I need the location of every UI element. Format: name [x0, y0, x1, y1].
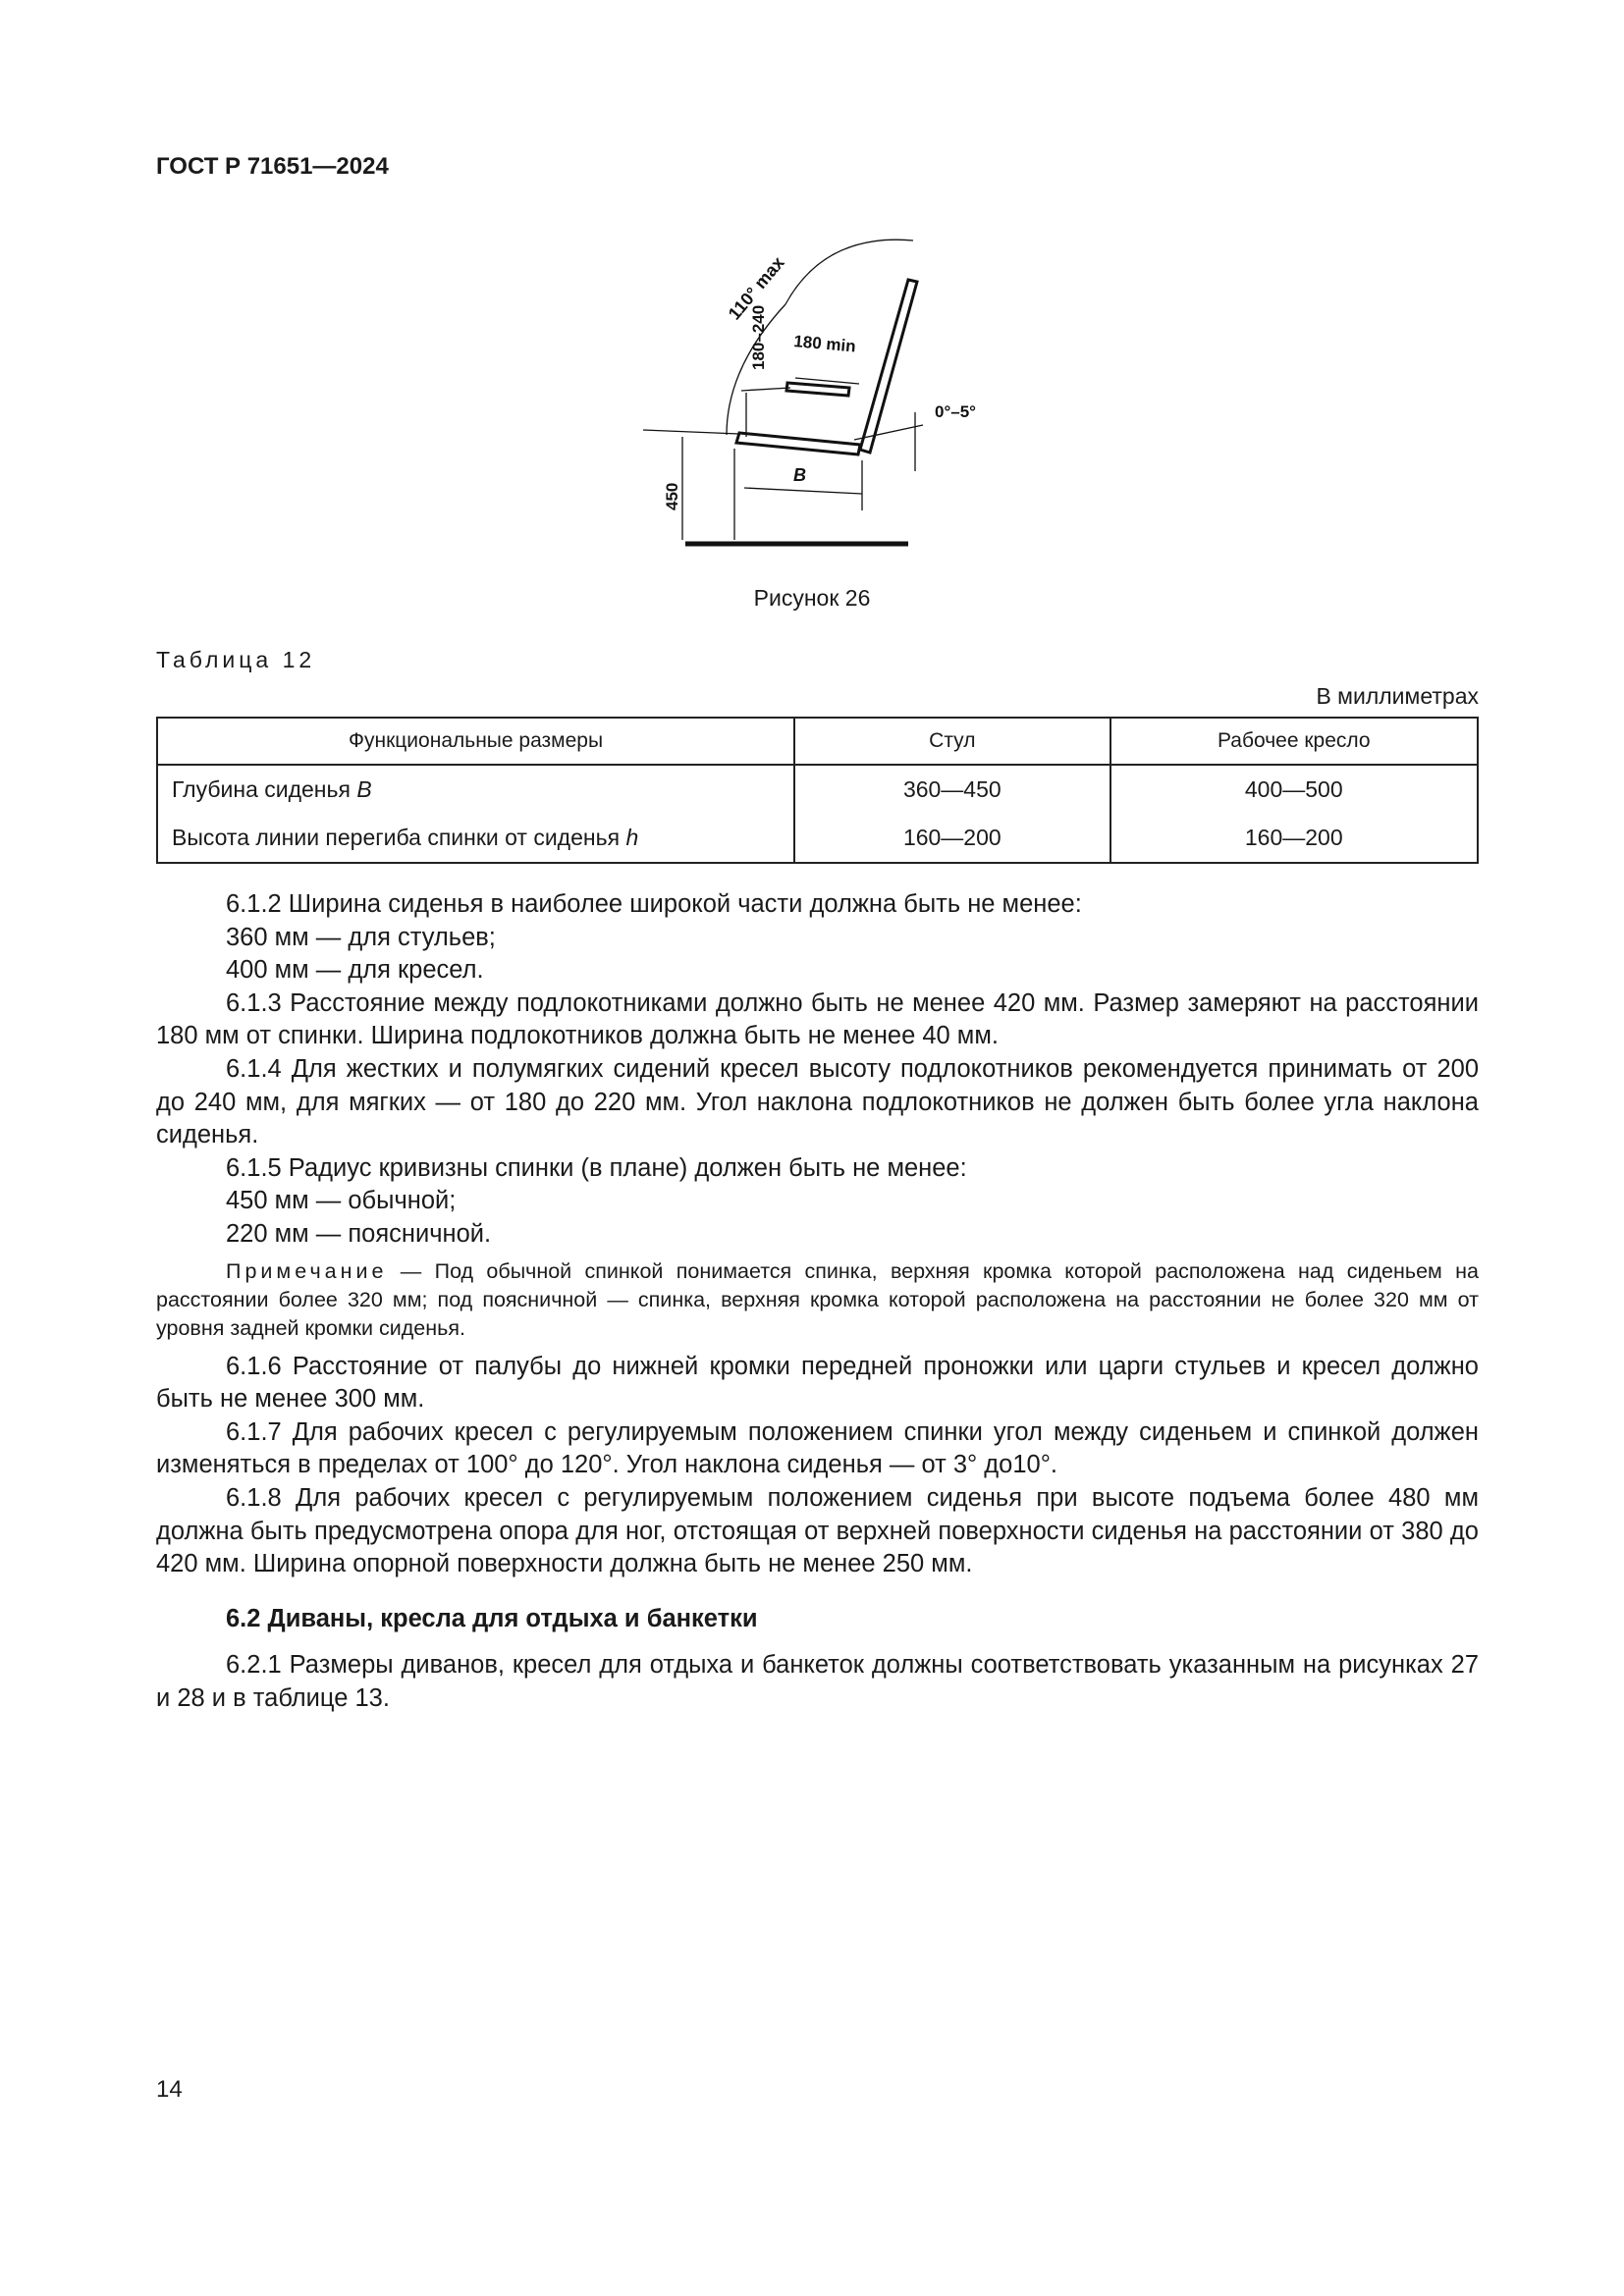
paragraph-6-1-7: 6.1.7 Для рабочих кресел с регулируемым положением спинки угол между сиденьем и спинкой должен изменяться в пределах от 100° до 120°. Угол наклона сиденья — от 3° до10°. — [156, 1417, 1479, 1479]
column-header: Рабочее кресло — [1110, 718, 1478, 765]
table-row — [157, 765, 1478, 814]
paragraph-6-1-5: 6.1.5 Радиус кривизны спинки (в плане) должен быть не менее: — [226, 1153, 967, 1182]
paragraph-6-1-8: 6.1.8 Для рабочих кресел с регулируемым положением сиденья при высоте подъема более 480 мм должна быть предусмотрена опора для ног, отстоящая от верхней поверхности сиденья на расстоянии от 380 до 420 мм. Ширина опорной поверхности должна быть не менее 250 мм. — [156, 1483, 1479, 1578]
column-header: Стул — [794, 718, 1110, 765]
row-work-chair-value: 160—200 — [1110, 814, 1478, 863]
note-label: Примечание — [226, 1258, 388, 1283]
table-label: Таблица 12 — [156, 647, 316, 672]
section-heading-6-2: 6.2 Диваны, кресла для отдыха и банкетки — [226, 1604, 758, 1632]
list-line: 450 мм — обычной; — [226, 1187, 457, 1215]
row-chair-value: 360—450 — [794, 765, 1110, 814]
seat-outline — [736, 433, 860, 454]
list-line: 360 мм — для стульев; — [226, 923, 496, 951]
paragraph-6-1-6: 6.1.6 Расстояние от палубы до нижней кромки передней проножки или царги стульев и кресел должно быть не менее 300 мм. — [156, 1352, 1479, 1414]
backrest-outline — [860, 280, 917, 453]
page-number: 14 — [156, 2076, 183, 2103]
paragraph-6-1-4: 6.1.4 Для жестких и полумягких сидений кресел высоту подлокотников рекомендуется принимать от 200 до 240 мм, для мягких — от 180 до 220 мм. Угол наклона подлокотников не должен быть более угла наклона сиденья. — [156, 1054, 1479, 1149]
table-unit: В миллиметрах — [1316, 683, 1479, 709]
paragraph-6-1-3: 6.1.3 Расстояние между подлокотниками должно быть не менее 420 мм. Размер замеряют на расстоянии 180 мм от спинки. Ширина подлокотников должна быть не менее 40 мм. — [156, 988, 1479, 1050]
row-chair-value: 160—200 — [794, 814, 1110, 863]
note-text: — Под обычной спинкой понимается спинка, верхняя кромка которой расположена над сиденьем на расстоянии более 320 мм; под поясничной — спинка, верхняя кромка которой расположена на расстоянии не более 320 мм от уровня задней кромки сиденья. — [156, 1258, 1479, 1340]
document-header: ГОСТ Р 71651—2024 — [156, 153, 389, 180]
body-text — [156, 888, 1479, 1715]
chair-dimension-drawing — [628, 231, 1001, 555]
label-armrest-height: 180–240 — [749, 304, 768, 370]
table-header-row — [157, 718, 1478, 765]
list-line: 400 мм — для кресел. — [226, 956, 484, 985]
row-name: Высота линии перегиба спинки от сиденья h — [157, 814, 794, 863]
row-name: Глубина сиденья B — [157, 765, 794, 814]
paragraph-6-2-1: 6.2.1 Размеры диванов, кресел для отдыха и банкеток должны соответствовать указанным на рисунках 27 и 28 и в таблице 13. — [156, 1651, 1479, 1712]
label-angle: 110° max — [724, 252, 788, 324]
label-seat-height: 450 — [663, 482, 681, 510]
row-work-chair-value: 400—500 — [1110, 765, 1478, 814]
list-line: 220 мм — поясничной. — [226, 1219, 492, 1248]
note — [156, 1257, 1479, 1343]
label-seat-tilt: 0°–5° — [935, 402, 976, 421]
figure-caption: Рисунок 26 — [753, 585, 871, 611]
armrest-outline — [786, 383, 849, 396]
label-seat-depth: B — [793, 465, 806, 485]
table-row — [157, 814, 1478, 863]
dimensions-table — [156, 717, 1479, 864]
label-armrest-offset: 180 min — [792, 332, 857, 356]
paragraph-6-1-2: 6.1.2 Ширина сиденья в наиболее широкой части должна быть не менее: — [226, 890, 1082, 918]
column-header: Функциональные размеры — [157, 718, 794, 765]
